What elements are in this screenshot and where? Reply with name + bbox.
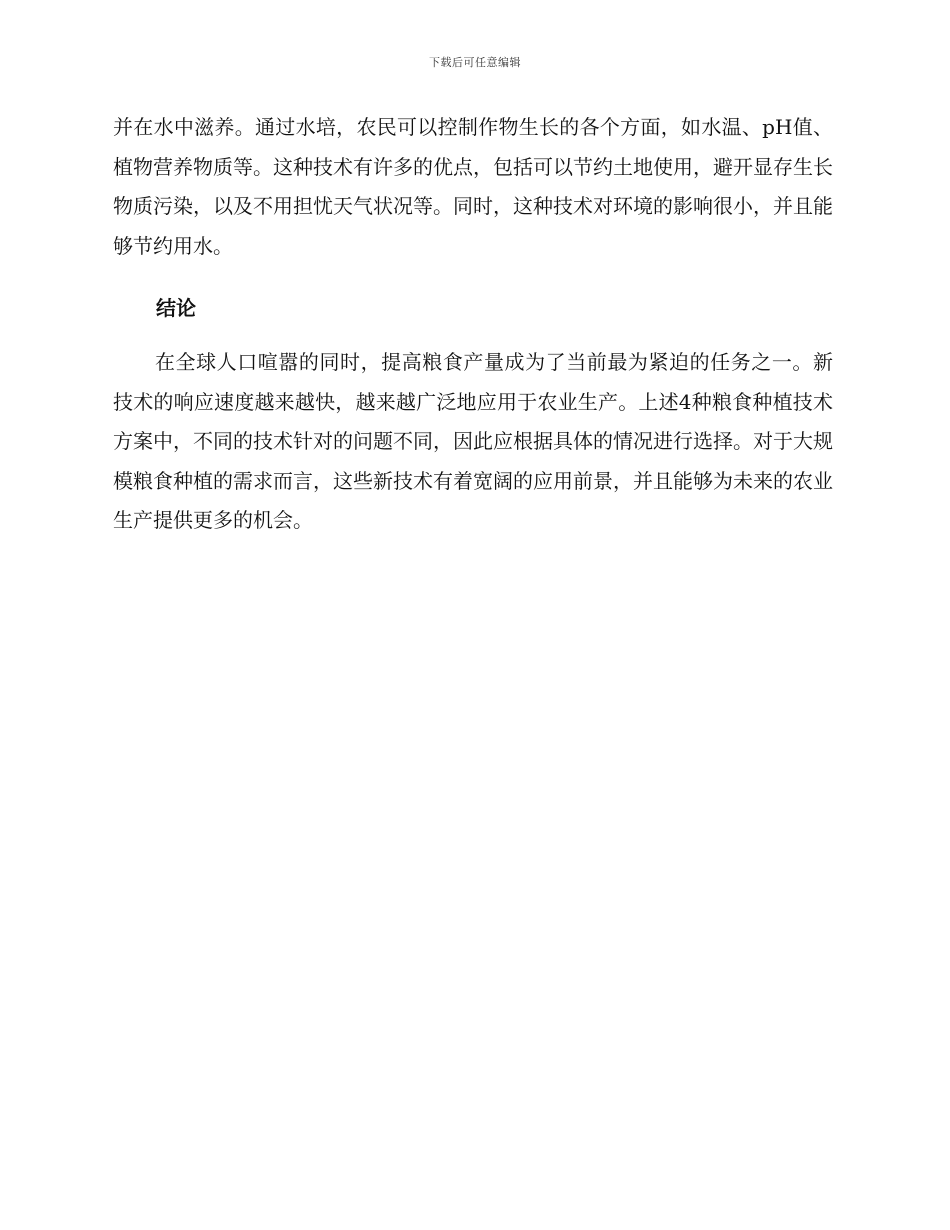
body-paragraph: 并在水中滋养。通过水培，农民可以控制作物生长的各个方面，如水温、pH值、植物营养物质等。这种技术有许多的优点，包括可以节约土地使用，避开显存生长物质污染，以及不用担忧天气状况等。同时，这种技术对环境的影响很小，并且能够节约用水。 (113, 115, 833, 258)
section-heading-conclusion: 结论 (156, 296, 196, 320)
conclusion-paragraph: 在全球人口喧嚣的同时，提高粮食产量成为了当前最为紧迫的任务之一。新技术的响应速度越来越快，越来越广泛地应用于农业生产。上述4种粮食种植技术方案中，不同的技术针对的问题不同，因此应根据具体的情况进行选择。对于大规模粮食种植的需求而言，这些新技术有着宽阔的应用前景，并且能够为未来的农业生产提供更多的机会。 (113, 350, 833, 532)
page-header: 下载后可任意编辑 (429, 56, 521, 69)
